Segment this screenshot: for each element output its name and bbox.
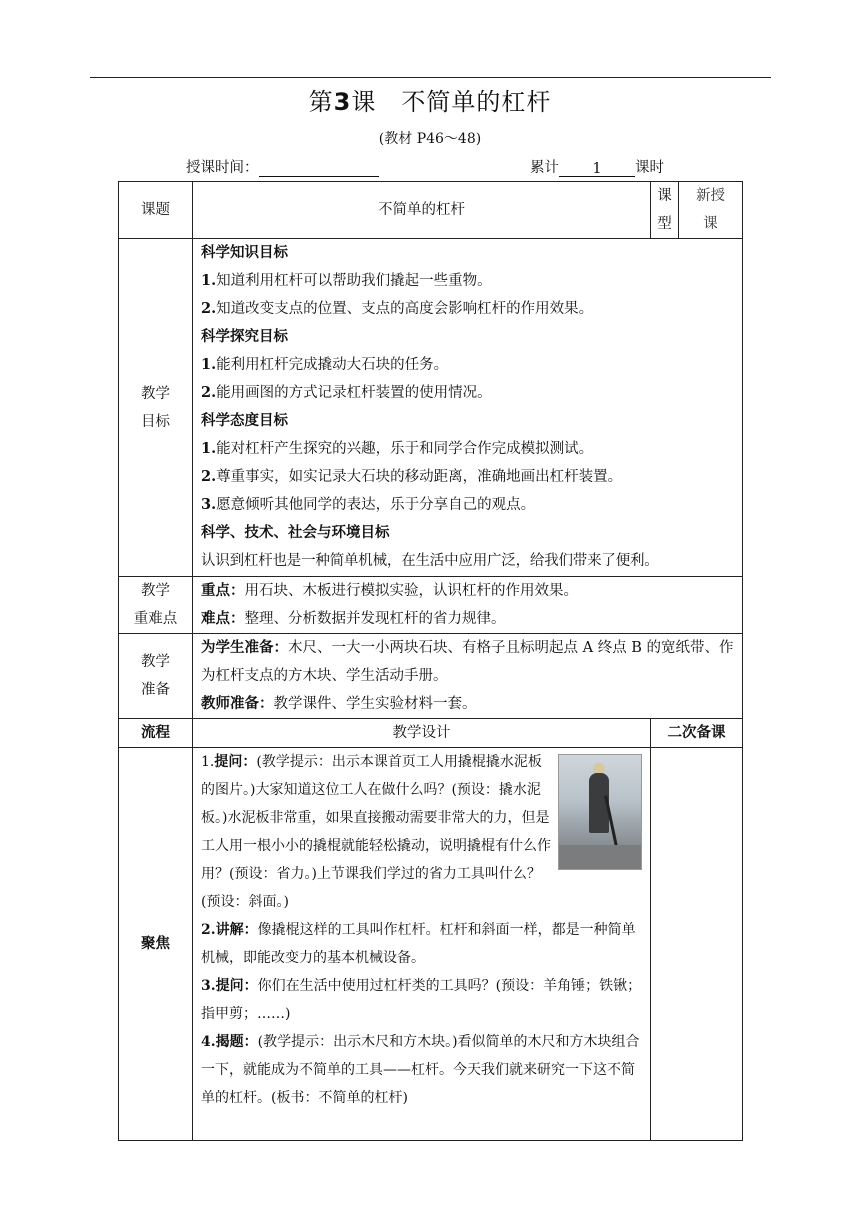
goals-row — [119, 239, 743, 577]
goal-item: 2.知道改变支点的位置、支点的高度会影响杠杆的作用效果。 — [201, 300, 594, 317]
goal-section-attitude: 科学态度目标 — [201, 413, 288, 429]
difficult-point: 难点：整理、分析数据并发现杠杆的省力规律。 — [201, 611, 506, 627]
cumulative-value[interactable]: 1 — [559, 161, 635, 177]
cumulative-label: 累计 — [530, 160, 559, 176]
focus-step: 3.提问：你们在生活中使用过杠杆类的工具吗？(预设：羊角锤；铁锹；指甲剪；……) — [201, 978, 642, 1022]
goal-item: 认识到杠杆也是一种简单机械，在生活中应用广泛，给我们带来了便利。 — [201, 553, 659, 569]
focus-step: 1.提问：(教学提示：出示本课首页工人用撬棍撬水泥板的图片。)大家知道这位工人在做什么吗？(预设：撬水泥板。)水泥板非常重，如果直接搬动需要非常大的力，但是工人用一根小小的撬棍就能轻松撬动，说明撬棍有什么作用？(预设：省力。)上节课我们学过的省力工具叫什么？(预设：斜面。) — [201, 754, 551, 910]
teaching-time-label: 授课时间： — [186, 160, 259, 176]
goal-section-knowledge: 科学知识目标 — [201, 245, 288, 261]
goal-item: 2.尊重事实，如实记录大石块的移动距离，准确地画出杠杆装置。 — [201, 468, 623, 485]
focus-label: 聚焦 — [119, 748, 193, 1141]
hours-label: 课时 — [635, 160, 664, 176]
topic-value: 不简单的杠杆 — [193, 182, 651, 239]
goal-item: 2.能用画图的方式记录杠杆装置的使用情况。 — [201, 384, 492, 401]
goal-item: 1.能对杠杆产生探究的兴趣，乐于和同学合作完成模拟测试。 — [201, 440, 594, 457]
flow-header-process: 流程 — [119, 719, 193, 748]
focus-step: 2.讲解：像撬棍这样的工具叫作杠杆。杠杆和斜面一样，都是一种简单机械，即能改变力的基本机械设备。 — [201, 922, 636, 966]
type-label: 课 型 — [651, 182, 679, 239]
flow-header-second-prep: 二次备课 — [651, 719, 743, 748]
focus-step: 4.揭题：(教学提示：出示木尺和方木块。)看似简单的木尺和方木块组合一下，就能成为不简单的工具——杠杆。今天我们就来研究一下这不简单的杠杆。(板书：不简单的杠杆) — [201, 1034, 640, 1106]
teaching-time-blank[interactable] — [259, 161, 379, 177]
key-points-content — [193, 577, 743, 634]
focus-row — [119, 748, 743, 1141]
topic-row — [119, 182, 743, 239]
goal-section-stse: 科学、技术、社会与环境目标 — [201, 525, 390, 541]
student-preparation: 为学生准备：木尺、一大一小两块石块、有格子且标明起点 A 终点 B 的宽纸带、作为杠杆支点的方木块、学生活动手册。 — [201, 640, 734, 684]
goal-item: 3.愿意倾听其他同学的表达，乐于分享自己的观点。 — [201, 496, 536, 513]
teacher-preparation: 教师准备：教学课件、学生实验材料一套。 — [201, 696, 477, 712]
type-value: 新授 课 — [679, 182, 743, 239]
flow-header-design: 教学设计 — [193, 719, 651, 748]
goal-item: 1.知道利用杠杆可以帮助我们撬起一些重物。 — [201, 272, 492, 289]
goal-section-inquiry: 科学探究目标 — [201, 329, 288, 345]
focus-content — [193, 748, 651, 1141]
cumulative-hours — [530, 156, 664, 177]
teaching-time — [186, 156, 379, 177]
textbook-pages: (教材 P46～48) — [378, 131, 482, 147]
goal-item: 1.能利用杠杆完成撬动大石块的任务。 — [201, 356, 449, 373]
page-title: 第3课 不简单的杠杆 — [308, 88, 552, 116]
key-point: 重点：用石块、木板进行模拟实验，认识杠杆的作用效果。 — [201, 583, 578, 599]
preparation-label: 教学 准备 — [119, 634, 193, 719]
flow-header-row — [119, 719, 743, 748]
key-points-label: 教学 重难点 — [119, 577, 193, 634]
topic-label: 课题 — [119, 182, 193, 239]
lesson-plan-table — [118, 181, 743, 1141]
preparation-content — [193, 634, 743, 719]
preparation-row — [119, 634, 743, 719]
key-points-row — [119, 577, 743, 634]
goals-label: 教学 目标 — [119, 239, 193, 577]
second-prep-blank[interactable] — [651, 748, 743, 1141]
worker-prying-photo — [558, 754, 642, 870]
lesson-number: 3 — [333, 88, 352, 116]
header-rule — [90, 77, 771, 78]
goals-content — [193, 239, 743, 577]
